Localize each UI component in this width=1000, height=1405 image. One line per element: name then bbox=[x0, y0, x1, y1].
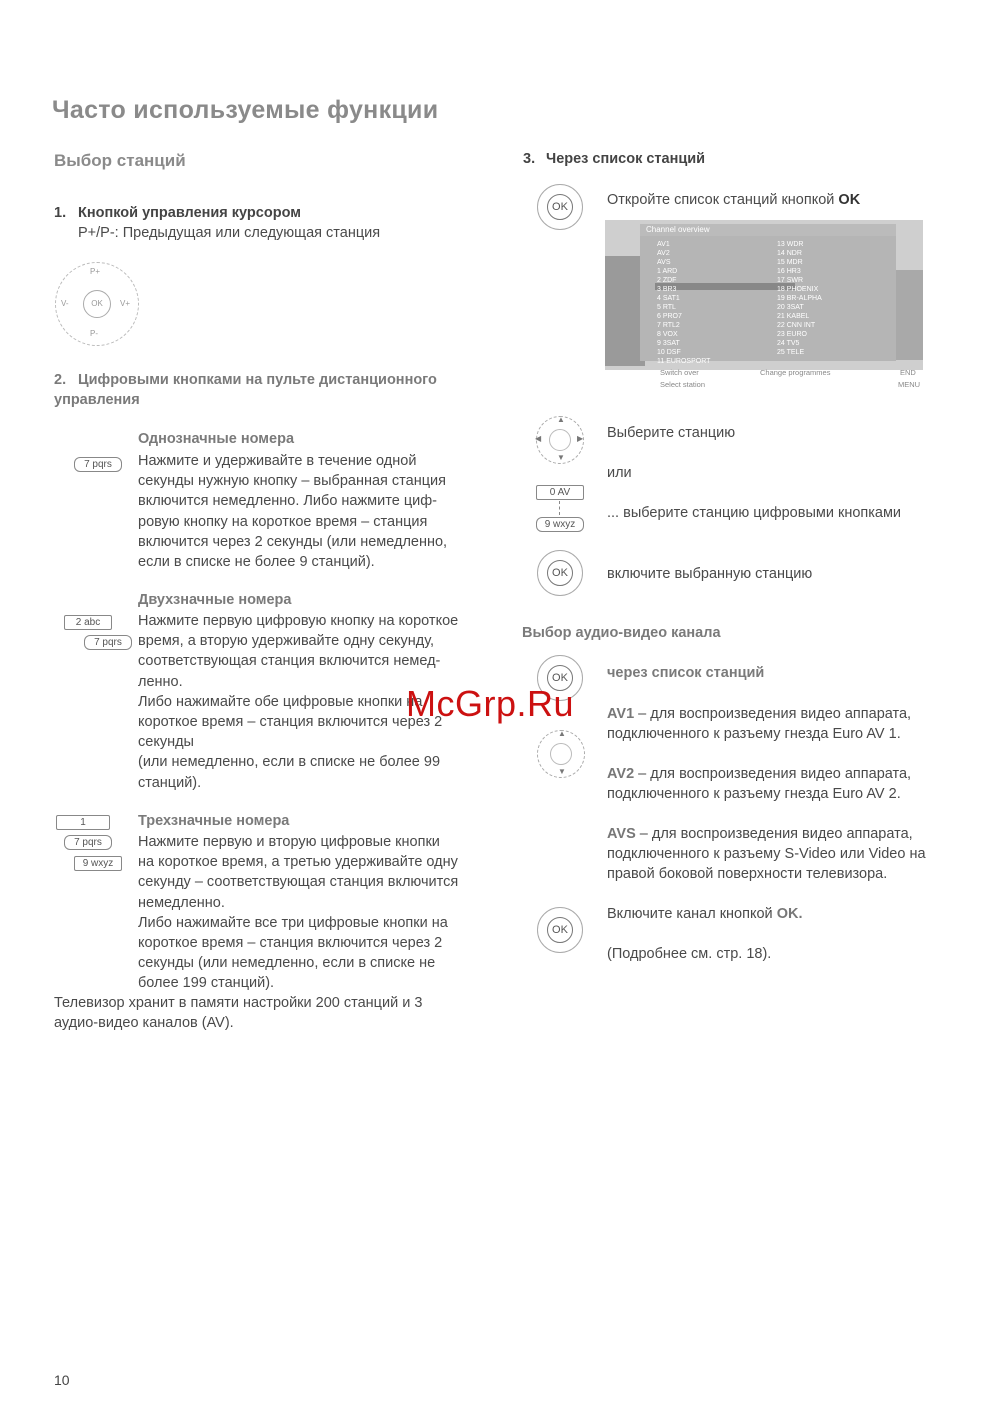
page-title: Часто используемые функции bbox=[52, 96, 439, 124]
ok-button-icon: OK bbox=[537, 184, 583, 230]
cursor-pad-left: V- bbox=[61, 299, 69, 308]
item1-number: 1. bbox=[54, 205, 67, 221]
key-7-button-3: 7 pqrs bbox=[64, 835, 112, 850]
ok-button-icon-2: OK bbox=[537, 550, 583, 596]
digits-text: ... выберите станцию цифровыми кнопками bbox=[607, 505, 902, 521]
av1-entry: AV1 – для воспроизведения видео аппарата, подключенного к разъему гнезда Euro AV 1. bbox=[607, 706, 912, 743]
legend-switch-over: Switch over bbox=[660, 368, 699, 377]
triple-digit-title: Трехзначные номера bbox=[138, 813, 290, 829]
legend-end: END bbox=[900, 368, 916, 377]
key-0-av-button: 0 AV bbox=[536, 485, 584, 500]
triple-digit-text: Нажмите первую и вторую цифровые кнопки на короткое время, а третью удерживайте одну секунду – соответствующая станция включится немедленно. Либо нажимайте все три цифровые кнопки на короткое время – станция включится через 2 секунды (или немедленно, если в списке не более 199 станций). bbox=[138, 834, 459, 992]
key-9-button: 9 wxyz bbox=[74, 856, 122, 871]
cursor-pad-down: P- bbox=[90, 329, 98, 338]
item1-text: P+/P-: Предыдущая или следующая станция bbox=[78, 225, 381, 241]
memory-note: Телевизор хранит в памяти настройки 200 станций и 3 аудио-видео каналов (AV). bbox=[54, 995, 423, 1032]
legend-change-programmes: Change programmes bbox=[760, 368, 831, 377]
section-title-station-select: Выбор станций bbox=[54, 151, 186, 170]
single-digit-text: Нажмите и удерживайте в течение одной секунды нужную кнопку – выбранная станция включится немедленно. Либо нажмите циф- ровую кнопку на короткое время – станция включится через 2 секунды (или немедленно, если в списке не более 9 станций). bbox=[138, 453, 448, 571]
ok-button-icon-3: OK bbox=[537, 655, 583, 701]
more-info-text: (Подробнее см. стр. 18). bbox=[607, 946, 772, 962]
item1-title: Кнопкой управления курсором bbox=[78, 205, 301, 221]
key-7-button-2: 7 pqrs bbox=[84, 635, 132, 650]
key-7-button: 7 pqrs bbox=[74, 457, 122, 472]
channel-overview-screenshot bbox=[605, 220, 923, 370]
item3-number: 3. bbox=[523, 151, 536, 167]
key-9-wxyz-button: 9 wxyz bbox=[536, 517, 584, 532]
avs-entry: AVS – для воспроизведения видео аппарата, подключенного к разъему S-Video или Video на правой боковой поверхности телевизора. bbox=[607, 826, 926, 883]
select-station-text: Выберите станцию bbox=[607, 425, 736, 441]
or-text: или bbox=[607, 465, 632, 481]
item2-title-2: управления bbox=[54, 392, 140, 408]
up-down-pad-icon: ▲ ▼ bbox=[537, 730, 585, 778]
av-via-list: через список станций bbox=[607, 665, 765, 681]
legend-select-station: Select station bbox=[660, 380, 706, 389]
double-digit-title: Двухзначные номера bbox=[138, 592, 292, 608]
screen-col1: AV1 AV2 AVS 1 ARD 2 ZDF 3 BR3 4 SAT1 5 RTL 6 PRO7 7 RTL2 8 VOX 9 3SAT 10 DSF 11 EUROSPORT bbox=[657, 241, 711, 365]
ok-button-icon-4: OK bbox=[537, 907, 583, 953]
item3-title: Через список станций bbox=[546, 151, 706, 167]
open-list-text: Откройте список станций кнопкой OK bbox=[607, 192, 861, 208]
confirm-station-text: включите выбранную станцию bbox=[607, 566, 813, 582]
av-section-title: Выбор аудио-видео канала bbox=[522, 625, 721, 641]
key-1-button: 1 bbox=[56, 815, 110, 830]
cursor-pad-up: P+ bbox=[90, 267, 101, 276]
cursor-pad-icon bbox=[55, 262, 139, 346]
double-digit-text: Нажмите первую цифровую кнопку на короткое время, а вторую удерживайте одну секунду, соответствующая станция включится немед- ленно. Либо нажимайте обе цифровые кнопки на короткое время – станция включится через 2 секунды (или немедленно, если в списке не более 99 станций). bbox=[138, 613, 459, 791]
cursor-pad-right: V+ bbox=[120, 299, 131, 308]
watermark: McGrp.Ru bbox=[406, 683, 575, 724]
av2-entry: AV2 – для воспроизведения видео аппарата, подключенного к разъему гнезда Euro AV 2. bbox=[607, 766, 912, 803]
single-digit-title: Однозначные номера bbox=[138, 431, 295, 447]
item2-title: Цифровыми кнопками на пульте дистанционного bbox=[78, 372, 437, 388]
switch-channel-text: Включите канал кнопкой OK. bbox=[607, 906, 803, 922]
screen-col2: 13 WDR 14 NDR 15 MDR 16 HR3 17 SWR 18 PHOENIX 19 BR-ALPHA 20 3SAT 21 KABEL 22 CNN INT 23 EURO 24 TV5 25 TELE bbox=[777, 241, 822, 356]
key-connector-line bbox=[559, 501, 560, 515]
page-number: 10 bbox=[54, 1372, 70, 1388]
cursor-pad-icon-2: ▲ ▼ ◀ ▶ bbox=[535, 415, 584, 462]
screen-header: Channel overview bbox=[640, 224, 896, 236]
cursor-pad-ok: OK bbox=[83, 290, 111, 318]
key-2-button: 2 abc bbox=[64, 615, 112, 630]
item2-number: 2. bbox=[54, 372, 67, 388]
legend-menu: MENU bbox=[898, 380, 921, 389]
